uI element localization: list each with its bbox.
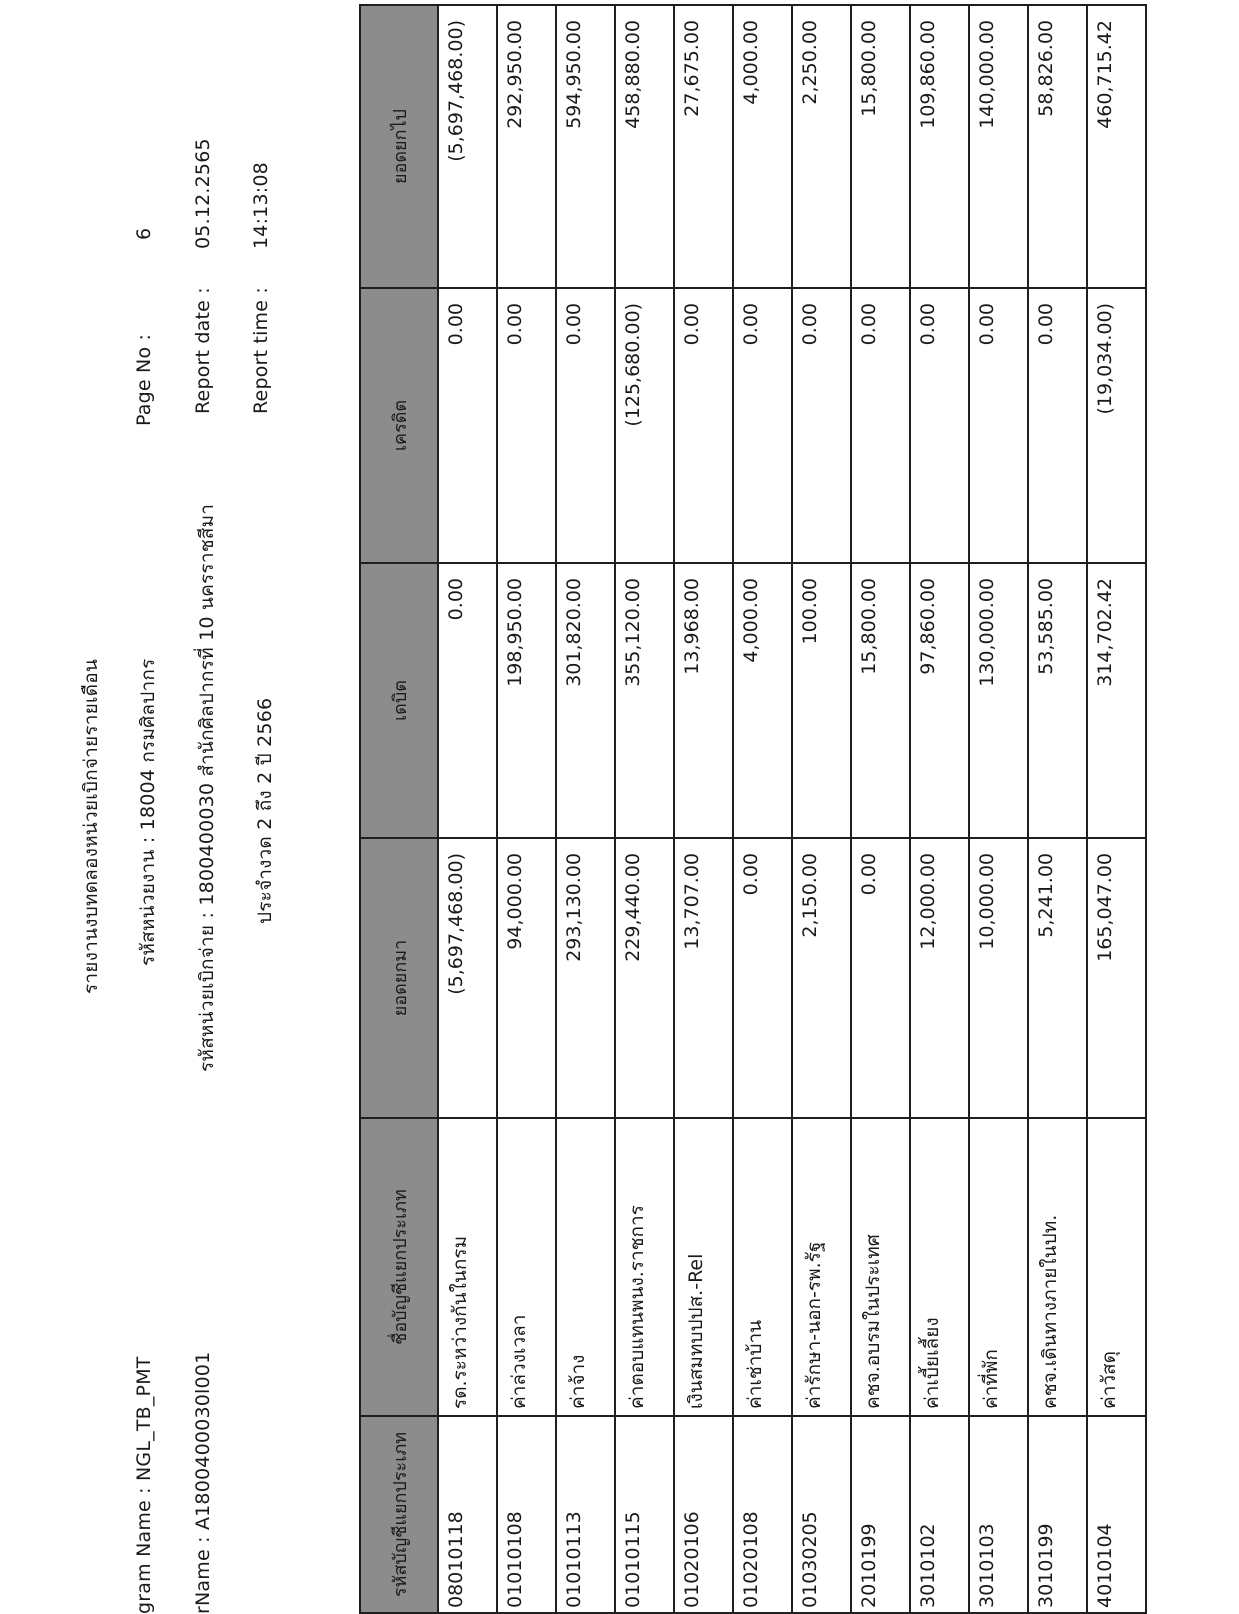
cell-carried-forward: 460,715.42 [1087, 5, 1146, 288]
agency-line: รหัสหน่วยงาน : 18004 กรมศิลปากร [137, 658, 159, 966]
program-name: gram Name : NGL_TB_PMT [133, 1356, 155, 1614]
table-header-row [360, 5, 438, 1613]
cell-account-name: ค่าที่พัก [969, 1118, 1028, 1416]
cell-brought-forward: 5,241.00 [1028, 838, 1087, 1118]
cell-account-code: 01030205 [792, 1416, 851, 1613]
cell-carried-forward: 594,950.00 [556, 5, 615, 288]
cell-debit: 15,800.00 [851, 563, 910, 838]
cell-carried-forward: (5,697,468.00) [438, 5, 497, 288]
cell-credit: 0.00 [733, 288, 792, 563]
cell-carried-forward: 292,950.00 [497, 5, 556, 288]
table-row [438, 5, 497, 1613]
header-account-code: รหัสบัญชีแยกประเภท [360, 1416, 438, 1613]
table-row [969, 5, 1028, 1613]
table-row [674, 5, 733, 1613]
period-line: ประจำงวด 2 ถึง 2 ปี 2566 [254, 697, 276, 924]
cell-carried-forward: 109,860.00 [910, 5, 969, 288]
cell-credit: 0.00 [792, 288, 851, 563]
report-time-value: 14:13:08 [250, 162, 272, 249]
cell-brought-forward: 0.00 [851, 838, 910, 1118]
table-body [438, 5, 1146, 1613]
cell-debit: 97,860.00 [910, 563, 969, 838]
cell-carried-forward: 2,250.00 [792, 5, 851, 288]
cell-carried-forward: 4,000.00 [733, 5, 792, 288]
cell-credit: (19,034.00) [1087, 288, 1146, 563]
unit-line: รหัสหน่วยเบิกจ่าย : 1800400030 สำนักศิลปากรที่ 10 นครราชสีมา [196, 503, 218, 1072]
cell-account-name: ค่าจ้าง [556, 1118, 615, 1416]
cell-brought-forward: 229,440.00 [615, 838, 674, 1118]
cell-credit: 0.00 [497, 288, 556, 563]
cell-debit: 198,950.00 [497, 563, 556, 838]
cell-account-code: 01020108 [733, 1416, 792, 1613]
cell-account-name: ค่าล่วงเวลา [497, 1118, 556, 1416]
cell-brought-forward: 293,130.00 [556, 838, 615, 1118]
cell-debit: 0.00 [438, 563, 497, 838]
cell-account-code: 3010103 [969, 1416, 1028, 1613]
table-row [615, 5, 674, 1613]
cell-account-code: 2010199 [851, 1416, 910, 1613]
cell-credit: 0.00 [969, 288, 1028, 563]
cell-account-code: 01010108 [497, 1416, 556, 1613]
cell-brought-forward: 94,000.00 [497, 838, 556, 1118]
cell-account-name: ค่าเช่าบ้าน [733, 1118, 792, 1416]
table-row [792, 5, 851, 1613]
cell-credit: 0.00 [556, 288, 615, 563]
cell-debit: 4,000.00 [733, 563, 792, 838]
cell-account-name: ค่าวัสดุ [1087, 1118, 1146, 1416]
table-row [556, 5, 615, 1613]
cell-credit: 0.00 [438, 288, 497, 563]
cell-carried-forward: 140,000.00 [969, 5, 1028, 288]
cell-debit: 13,968.00 [674, 563, 733, 838]
header-brought-forward: ยอดยกมา [360, 838, 438, 1118]
cell-account-code: 3010102 [910, 1416, 969, 1613]
cell-brought-forward: 2,150.00 [792, 838, 851, 1118]
cell-account-name: ค่าตอบแทนพนง.ราชการ [615, 1118, 674, 1416]
table-row [910, 5, 969, 1613]
cell-carried-forward: 58,826.00 [1028, 5, 1087, 288]
cell-debit: 53,585.00 [1028, 563, 1087, 838]
cell-account-name: รด.ระหว่างกันในกรม [438, 1118, 497, 1416]
cell-brought-forward: 12,000.00 [910, 838, 969, 1118]
cell-brought-forward: (5,697,468.00) [438, 838, 497, 1118]
cell-debit: 130,000.00 [969, 563, 1028, 838]
table-row [851, 5, 910, 1613]
cell-account-name: คชจ.อบรมในประเทศ [851, 1118, 910, 1416]
page-no-value: 6 [133, 227, 155, 240]
cell-debit: 314,702.42 [1087, 563, 1146, 838]
cell-account-name: ค่าเบี้ยเลี้ยง [910, 1118, 969, 1416]
page-no-label: Page No : [133, 333, 155, 426]
cell-brought-forward: 165,047.00 [1087, 838, 1146, 1118]
cell-debit: 355,120.00 [615, 563, 674, 838]
cell-account-code: 01010113 [556, 1416, 615, 1613]
cell-debit: 301,820.00 [556, 563, 615, 838]
report-date-label: Report date : [192, 287, 214, 414]
header-credit: เครดิต [360, 288, 438, 563]
cell-credit: 0.00 [851, 288, 910, 563]
table-row [733, 5, 792, 1613]
cell-credit: 0.00 [1028, 288, 1087, 563]
cell-brought-forward: 10,000.00 [969, 838, 1028, 1118]
report-time-label: Report time : [250, 287, 272, 414]
header-debit: เดบิต [360, 563, 438, 838]
table-row [1087, 5, 1146, 1613]
table-row [1028, 5, 1087, 1613]
cell-carried-forward: 458,880.00 [615, 5, 674, 288]
cell-carried-forward: 27,675.00 [674, 5, 733, 288]
trial-balance-table [359, 4, 1147, 1614]
cell-brought-forward: 13,707.00 [674, 838, 733, 1118]
header-account-name: ชื่อบัญชีแยกประเภท [360, 1118, 438, 1416]
cell-account-code: 3010199 [1028, 1416, 1087, 1613]
cell-account-name: คชจ.เดินทางภายในปท. [1028, 1118, 1087, 1416]
user-name: rName : A1800400030l001 [192, 1351, 214, 1614]
cell-account-code: 08010118 [438, 1416, 497, 1613]
cell-credit: 0.00 [910, 288, 969, 563]
cell-credit: (125,680.00) [615, 288, 674, 563]
cell-debit: 100.00 [792, 563, 851, 838]
cell-account-name: เงินสมทบปปส.-Rel [674, 1118, 733, 1416]
report-title: รายงานงบทดลองหน่วยเบิกจ่ายรายเดือน [80, 658, 102, 994]
cell-credit: 0.00 [674, 288, 733, 563]
report-date-value: 05.12.2565 [192, 138, 214, 249]
header-carried-forward: ยอดยกไป [360, 5, 438, 288]
cell-brought-forward: 0.00 [733, 838, 792, 1118]
cell-account-code: 01010115 [615, 1416, 674, 1613]
cell-account-name: ค่ารักษา-นอก-รพ.รัฐ [792, 1118, 851, 1416]
cell-account-code: 4010104 [1087, 1416, 1146, 1613]
cell-account-code: 01020106 [674, 1416, 733, 1613]
cell-carried-forward: 15,800.00 [851, 5, 910, 288]
table-row [497, 5, 556, 1613]
